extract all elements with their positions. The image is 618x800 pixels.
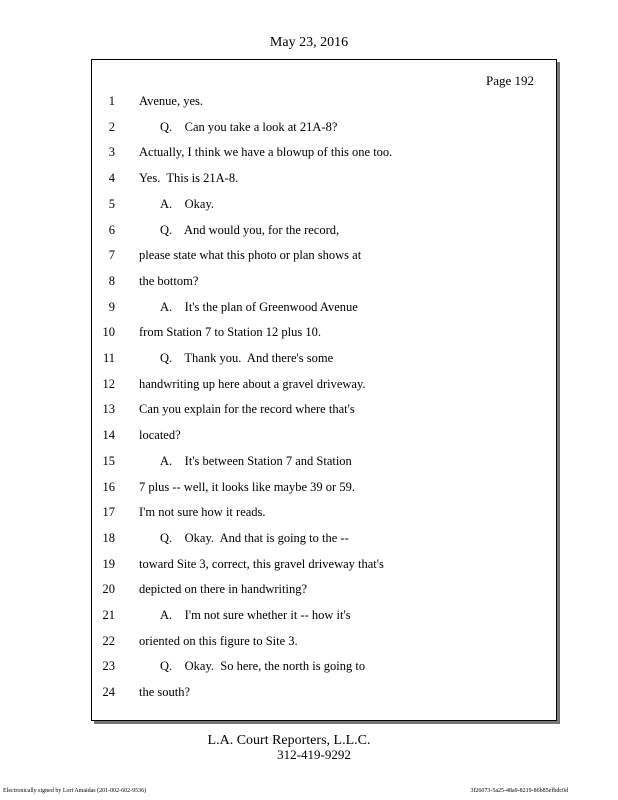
line-text: the south? <box>139 685 191 700</box>
line-number: 18 <box>102 530 115 545</box>
reporter-phone: 312-419-9292 <box>277 747 351 762</box>
page-number: Page 192 <box>485 73 534 88</box>
electronic-signature: Electronically signed by Lori Amaidas (201-002-602-9536) <box>3 788 147 794</box>
line-text: 7 plus -- well, it looks like maybe 39 or 59. <box>139 479 355 494</box>
line-text: Actually, I think we have a blowup of this one too. <box>139 145 393 160</box>
transcript-page <box>91 59 557 721</box>
line-number: 21 <box>102 608 115 622</box>
line-text: Q. Can you take a look at 21A-8? <box>160 119 338 134</box>
line-number: 13 <box>102 402 115 417</box>
line-text: Q. Okay. So here, the north is going to <box>160 659 366 674</box>
line-text: Yes. This is 21A-8. <box>139 171 239 186</box>
line-number: 15 <box>102 453 115 468</box>
line-number: 12 <box>102 376 115 391</box>
line-text: oriented on this figure to Site 3. <box>139 633 298 648</box>
line-number: 1 <box>108 94 115 108</box>
line-text: Avenue, yes. <box>139 94 203 108</box>
line-text: Q. Thank you. And there's some <box>160 351 334 365</box>
line-text: Can you explain for the record where that's <box>139 402 355 417</box>
line-number: 16 <box>102 479 115 494</box>
line-text: I'm not sure how it reads. <box>139 505 266 520</box>
line-text: A. Okay. <box>160 196 215 211</box>
reporter-company: L.A. Court Reporters, L.L.C. <box>207 733 371 748</box>
line-number: 10 <box>102 325 115 340</box>
line-text: located? <box>139 428 181 443</box>
line-text: depicted on there in handwriting? <box>139 582 307 597</box>
line-text: from Station 7 to Station 12 plus 10. <box>139 325 321 340</box>
line-number: 2 <box>108 119 115 134</box>
line-number: 3 <box>108 145 115 160</box>
line-text: A. It's between Station 7 and Station <box>160 453 352 468</box>
document-hash: 3f26073-5a25-48a9-8219-86b85efbdc0d <box>470 788 568 794</box>
line-number: 14 <box>102 428 115 443</box>
line-number: 9 <box>108 299 115 314</box>
line-number: 4 <box>108 171 115 186</box>
line-number: 5 <box>108 196 115 211</box>
line-number: 20 <box>102 582 115 597</box>
line-number: 11 <box>102 351 115 365</box>
line-number: 19 <box>102 556 115 571</box>
line-text: handwriting up here about a gravel driveway. <box>139 376 366 391</box>
line-number: 22 <box>102 633 115 648</box>
line-text: Q. And would you, for the record, <box>160 222 340 237</box>
line-text: A. It's the plan of Greenwood Avenue <box>160 299 358 314</box>
line-text: toward Site 3, correct, this gravel driveway that's <box>139 556 384 571</box>
line-number: 8 <box>108 273 115 288</box>
line-text: A. I'm not sure whether it -- how it's <box>160 608 351 622</box>
line-text: please state what this photo or plan shows at <box>139 248 362 263</box>
line-number: 17 <box>102 505 115 520</box>
transcript-date: May 23, 2016 <box>269 35 349 50</box>
line-number: 24 <box>102 685 115 700</box>
line-number: 23 <box>102 659 115 674</box>
line-text: the bottom? <box>139 273 199 288</box>
line-number: 7 <box>108 248 115 263</box>
line-number: 6 <box>108 222 115 237</box>
line-text: Q. Okay. And that is going to the -- <box>160 530 349 545</box>
